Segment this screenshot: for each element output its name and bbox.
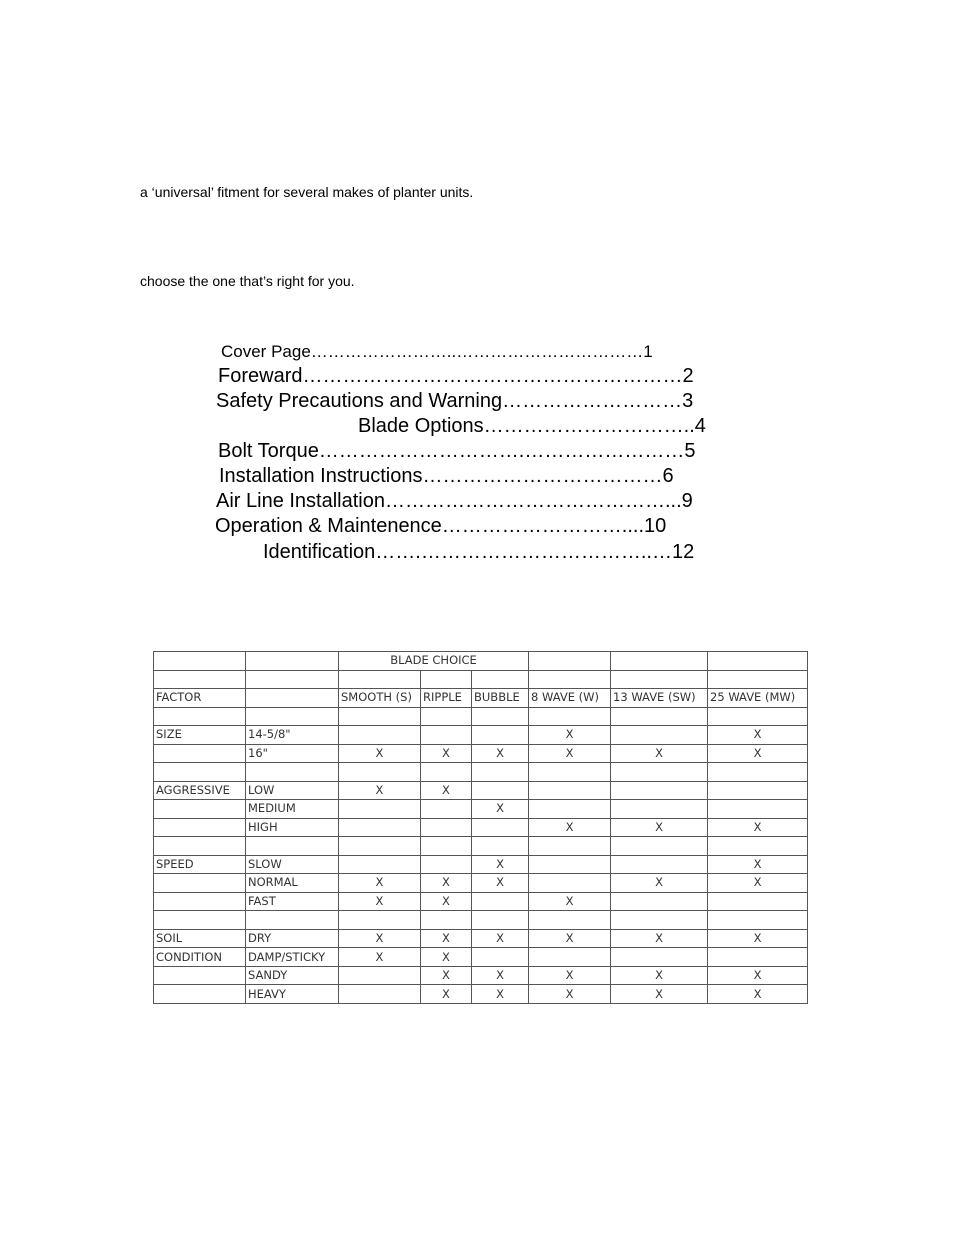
option-cell: NORMAL	[246, 874, 339, 893]
toc-entry-air-line: Air Line Installation……………………………………...9	[216, 490, 693, 512]
toc-entry-installation: Installation Instructions………………………………6	[219, 465, 674, 487]
toc-entry-operation: Operation & Maintenence………………………....10	[215, 515, 667, 537]
table-row	[154, 892, 808, 911]
column-header-row	[154, 689, 808, 708]
option-cell: DAMP/STICKY	[246, 948, 339, 967]
table-row	[154, 966, 808, 985]
mark-cell	[708, 892, 808, 911]
toc-entry-blade-options: Blade Options…………………………..4	[358, 415, 706, 437]
mark-cell: X	[472, 744, 529, 763]
mark-cell	[529, 855, 611, 874]
mark-cell: X	[529, 985, 611, 1004]
mark-cell	[472, 948, 529, 967]
mark-cell	[472, 781, 529, 800]
table-row	[154, 855, 808, 874]
mark-cell	[339, 800, 421, 819]
option-cell: HIGH	[246, 818, 339, 837]
table-row	[154, 781, 808, 800]
mark-cell: X	[421, 929, 472, 948]
mark-cell: X	[339, 781, 421, 800]
table-row	[154, 929, 808, 948]
factor-cell: SPEED	[154, 855, 246, 874]
mark-cell: X	[708, 929, 808, 948]
option-cell: 14-5/8"	[246, 726, 339, 745]
mark-cell	[611, 855, 708, 874]
mark-cell: X	[611, 818, 708, 837]
mark-cell: X	[529, 929, 611, 948]
mark-cell: X	[421, 744, 472, 763]
intro-line-1: a ‘universal’ fitment for several makes of planter units.	[140, 184, 474, 200]
table-row	[154, 874, 808, 893]
mark-cell: X	[708, 966, 808, 985]
table-row	[154, 744, 808, 763]
mark-cell	[611, 800, 708, 819]
mark-cell	[339, 985, 421, 1004]
spacer-row	[154, 763, 808, 782]
mark-cell: X	[611, 966, 708, 985]
mark-cell	[529, 948, 611, 967]
mark-cell: X	[472, 985, 529, 1004]
mark-cell	[421, 818, 472, 837]
mark-cell	[472, 818, 529, 837]
mark-cell: X	[472, 800, 529, 819]
factor-cell: CONDITION	[154, 948, 246, 967]
column-header: RIPPLE	[421, 689, 472, 708]
option-cell: FAST	[246, 892, 339, 911]
mark-cell: X	[472, 874, 529, 893]
option-cell: HEAVY	[246, 985, 339, 1004]
mark-cell	[472, 892, 529, 911]
mark-cell	[339, 726, 421, 745]
mark-cell	[611, 726, 708, 745]
mark-cell	[529, 781, 611, 800]
mark-cell: X	[472, 855, 529, 874]
mark-cell: X	[708, 744, 808, 763]
mark-cell	[421, 855, 472, 874]
option-cell: LOW	[246, 781, 339, 800]
mark-cell	[339, 966, 421, 985]
toc-entry-bolt-torque: Bolt Torque………………………….……………………5	[218, 440, 696, 462]
mark-cell: X	[611, 874, 708, 893]
factor-cell: AGGRESSIVE	[154, 781, 246, 800]
mark-cell	[611, 948, 708, 967]
mark-cell: X	[529, 744, 611, 763]
toc-entry-safety: Safety Precautions and Warning………………………3	[216, 390, 694, 412]
mark-cell: X	[529, 892, 611, 911]
factor-cell: SIZE	[154, 726, 246, 745]
table-row	[154, 985, 808, 1004]
mark-cell	[339, 818, 421, 837]
mark-cell: X	[611, 985, 708, 1004]
mark-cell	[472, 726, 529, 745]
option-cell: MEDIUM	[246, 800, 339, 819]
option-cell: DRY	[246, 929, 339, 948]
blade-choice-table	[153, 651, 808, 1004]
mark-cell	[421, 726, 472, 745]
mark-cell	[708, 800, 808, 819]
mark-cell: X	[708, 874, 808, 893]
header-title-row	[154, 652, 808, 671]
spacer-row	[154, 670, 808, 689]
mark-cell: X	[339, 874, 421, 893]
factor-cell	[154, 966, 246, 985]
mark-cell: X	[421, 948, 472, 967]
mark-cell: X	[421, 781, 472, 800]
factor-header: FACTOR	[154, 689, 246, 708]
table-row	[154, 800, 808, 819]
toc-entry-cover-page: Cover Page……………………..……………………………1	[221, 342, 653, 361]
column-header: BUBBLE	[472, 689, 529, 708]
mark-cell	[611, 892, 708, 911]
mark-cell	[529, 874, 611, 893]
table-row	[154, 818, 808, 837]
column-header: 8 WAVE (W)	[529, 689, 611, 708]
table-row	[154, 948, 808, 967]
factor-cell	[154, 874, 246, 893]
mark-cell: X	[421, 892, 472, 911]
intro-line-2: choose the one that’s right for you.	[140, 273, 355, 289]
column-header: SMOOTH (S)	[339, 689, 421, 708]
option-cell: SLOW	[246, 855, 339, 874]
factor-cell	[154, 985, 246, 1004]
mark-cell: X	[708, 855, 808, 874]
mark-cell	[611, 781, 708, 800]
mark-cell: X	[529, 966, 611, 985]
option-cell: SANDY	[246, 966, 339, 985]
mark-cell	[421, 800, 472, 819]
mark-cell: X	[421, 966, 472, 985]
mark-cell: X	[339, 929, 421, 948]
spacer-row	[154, 837, 808, 856]
toc-entry-foreward: Foreward…………………………………………………2	[218, 365, 694, 387]
mark-cell: X	[472, 966, 529, 985]
mark-cell: X	[339, 948, 421, 967]
mark-cell: X	[339, 744, 421, 763]
factor-cell	[154, 800, 246, 819]
table-row	[154, 726, 808, 745]
mark-cell: X	[611, 929, 708, 948]
mark-cell	[708, 948, 808, 967]
blade-choice-heading: BLADE CHOICE	[339, 652, 529, 671]
spacer-row	[154, 911, 808, 930]
mark-cell: X	[529, 818, 611, 837]
mark-cell: X	[421, 874, 472, 893]
factor-cell	[154, 818, 246, 837]
column-header: 13 WAVE (SW)	[611, 689, 708, 708]
mark-cell: X	[339, 892, 421, 911]
factor-cell	[154, 892, 246, 911]
mark-cell: X	[708, 818, 808, 837]
mark-cell: X	[708, 726, 808, 745]
option-cell: 16"	[246, 744, 339, 763]
mark-cell	[529, 800, 611, 819]
mark-cell	[339, 855, 421, 874]
mark-cell: X	[708, 985, 808, 1004]
column-header: 25 WAVE (MW)	[708, 689, 808, 708]
toc-entry-identification: Identification…….……………………………..…12	[263, 541, 695, 563]
mark-cell	[708, 781, 808, 800]
factor-cell: SOIL	[154, 929, 246, 948]
spacer-row	[154, 707, 808, 726]
mark-cell: X	[529, 726, 611, 745]
factor-cell	[154, 744, 246, 763]
mark-cell: X	[421, 985, 472, 1004]
mark-cell: X	[472, 929, 529, 948]
mark-cell: X	[611, 744, 708, 763]
